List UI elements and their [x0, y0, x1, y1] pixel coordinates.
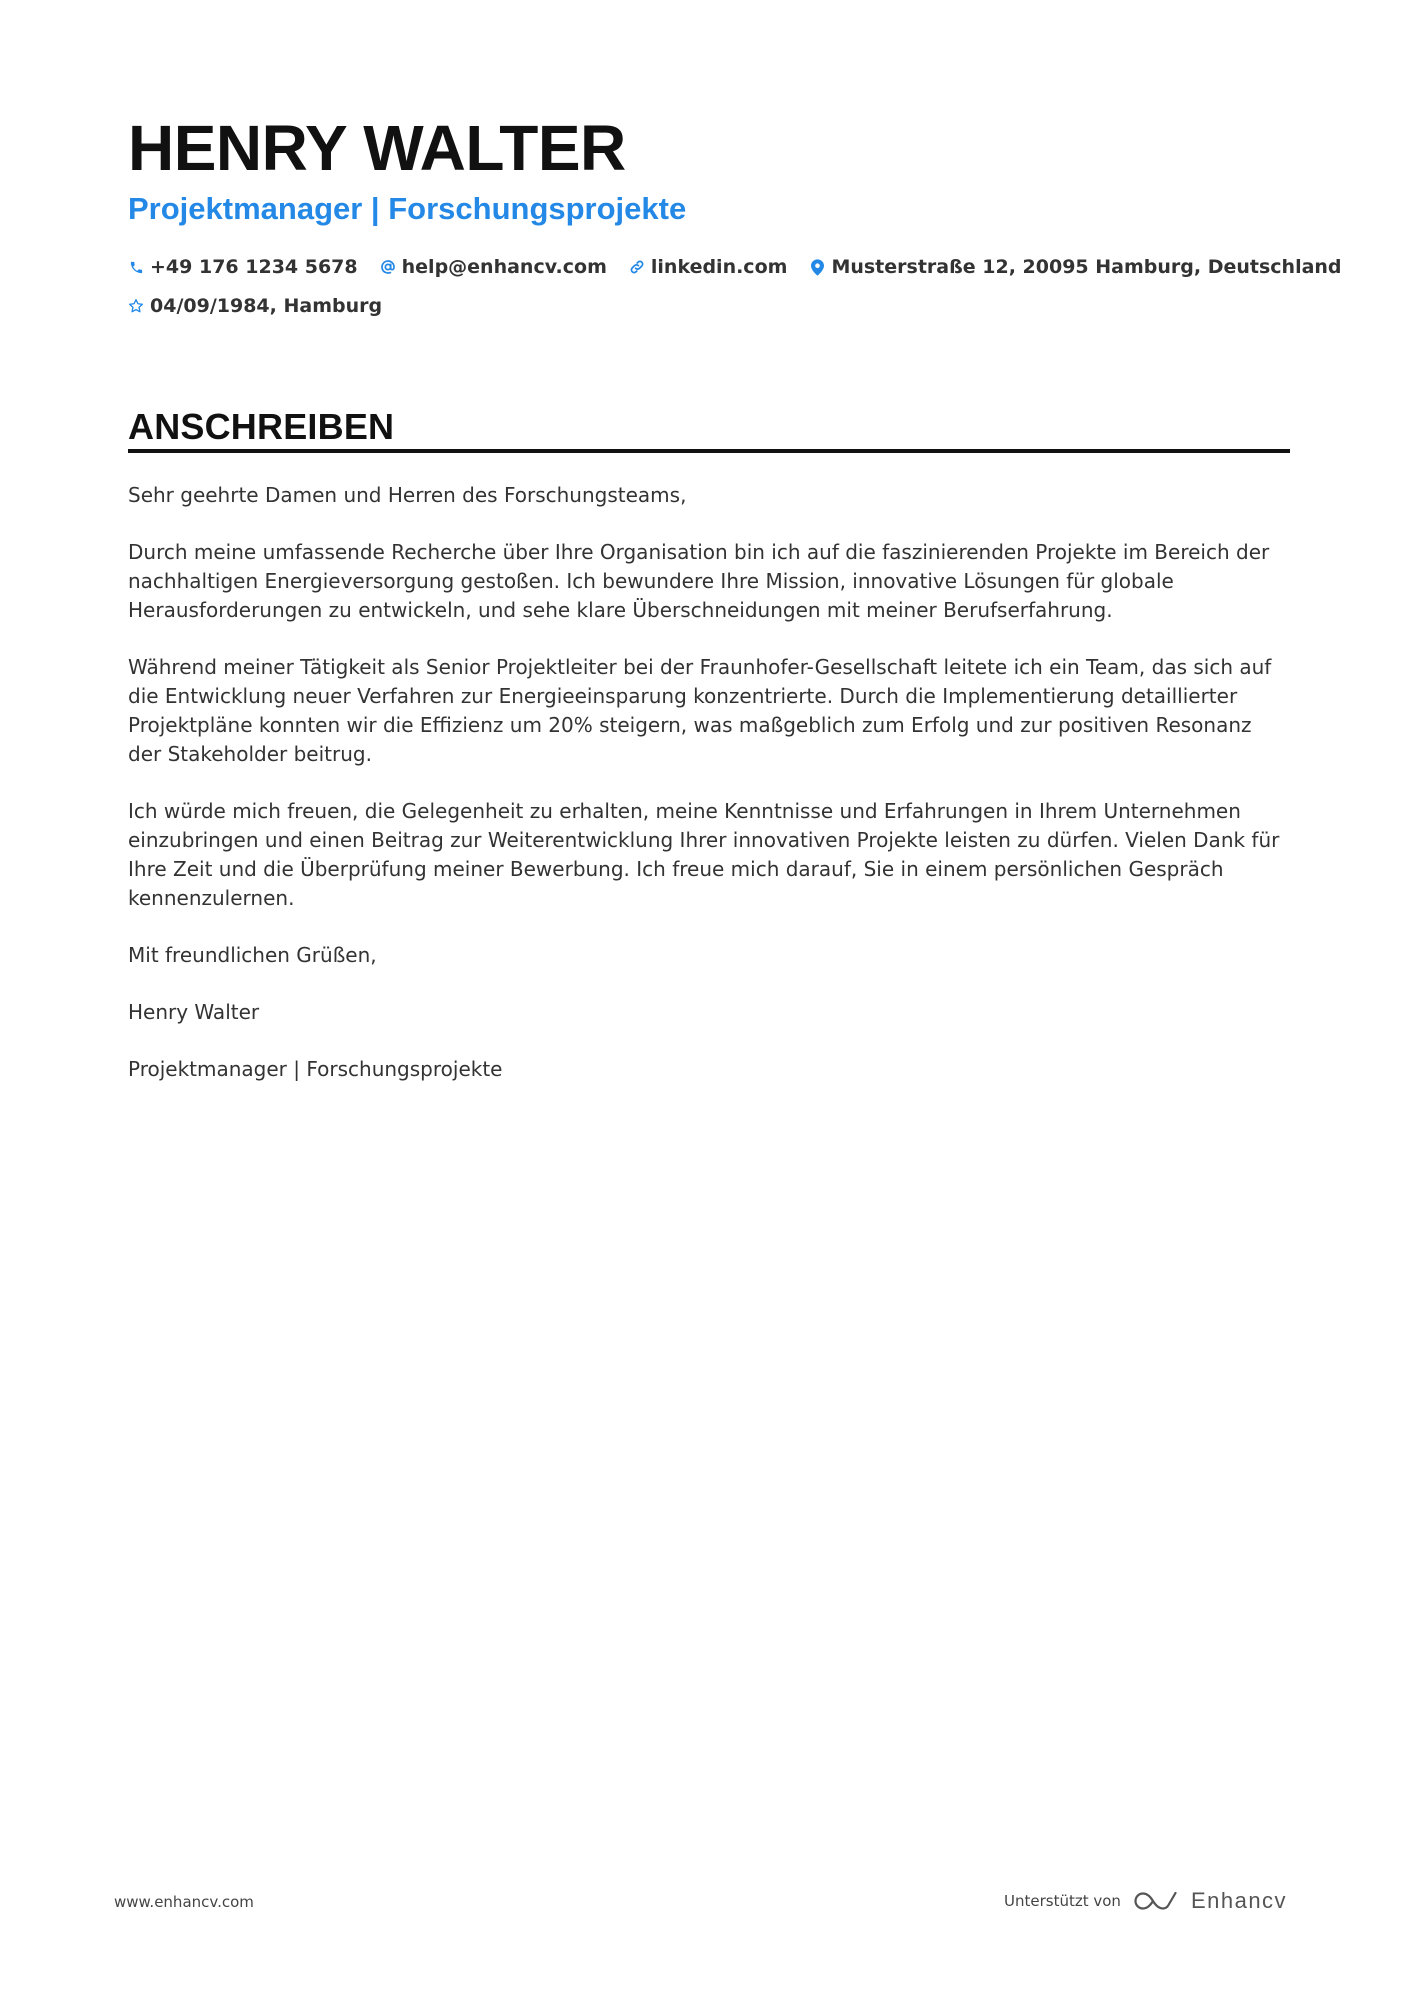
- email-address[interactable]: help@enhancv.com: [401, 256, 607, 278]
- letter-paragraph: Ich würde mich freuen, die Gelegenheit zu erhalten, meine Kenntnisse und Erfahrungen in Ihrem Unternehmen einzubringen und einen Beitrag zur Weiterentwicklung Ihrer innovativen Projekte leisten zu dürfen. Vielen Dank für Ihre Zeit und die Überprüfung meiner Bewerbung. Ich freue mich darauf, Sie in einem persönlichen Gespräch kennenzulernen.: [128, 799, 1280, 910]
- at-icon: [380, 257, 396, 277]
- contact-row-2: [128, 291, 404, 321]
- address-text: Musterstraße 12, 20095 Hamburg, Deutschland: [831, 256, 1342, 278]
- footer-branding[interactable]: [1004, 1886, 1287, 1916]
- phone-icon: [128, 257, 144, 277]
- contact-email[interactable]: [380, 256, 607, 278]
- section-divider: [128, 449, 1290, 453]
- signature-title: Projektmanager | Forschungsprojekte: [128, 1057, 503, 1081]
- contact-birth: [128, 295, 382, 317]
- enhancv-logo-icon: [1133, 1889, 1181, 1913]
- location-pin-icon: [809, 257, 825, 277]
- link-icon: [629, 257, 645, 277]
- powered-by-text: Unterstützt von: [1004, 1892, 1121, 1910]
- letter-closing: Mit freundlichen Grüßen,: [128, 943, 377, 967]
- signature-name: Henry Walter: [128, 1000, 260, 1024]
- phone-number: +49 176 1234 5678: [150, 256, 358, 278]
- letter-salutation: Sehr geehrte Damen und Herren des Forschungsteams,: [128, 483, 687, 507]
- birth-info: 04/09/1984, Hamburg: [150, 295, 383, 317]
- contact-address: [809, 256, 1341, 278]
- contact-linkedin[interactable]: [629, 256, 788, 278]
- linkedin-link[interactable]: linkedin.com: [650, 256, 788, 278]
- letter-paragraph: Während meiner Tätigkeit als Senior Projektleiter bei der Fraunhofer-Gesellschaft leitete ich ein Team, das sich auf die Entwicklung neuer Verfahren zur Energieeinsparung konzentrierte. Durch die Implementierung detaillierter Projektpläne konnten wir die Effizienz um 20% steigern, was maßgeblich zum Erfolg und zur positiven Resonanz der Stakeholder beitrug.: [128, 655, 1272, 766]
- footer-url[interactable]: www.enhancv.com: [114, 1893, 254, 1911]
- applicant-name: HENRY WALTER: [128, 112, 626, 184]
- job-title: Projektmanager | Forschungsprojekte: [128, 191, 687, 226]
- letter-body: [128, 481, 1290, 1112]
- star-icon: [128, 296, 144, 316]
- contact-phone: [128, 256, 358, 278]
- section-title: ANSCHREIBEN: [128, 406, 395, 447]
- letter-paragraph: Durch meine umfassende Recherche über Ihre Organisation bin ich auf die faszinierenden Projekte im Bereich der nachhaltigen Energieversorgung gestoßen. Ich bewundere Ihre Mission, innovative Lösungen für globale Herausforderungen zu entwickeln, und sehe klare Überschneidungen mit meiner Berufserfahrung.: [128, 540, 1270, 622]
- brand-name: Enhancv: [1190, 1888, 1288, 1913]
- contact-row: [128, 252, 1364, 282]
